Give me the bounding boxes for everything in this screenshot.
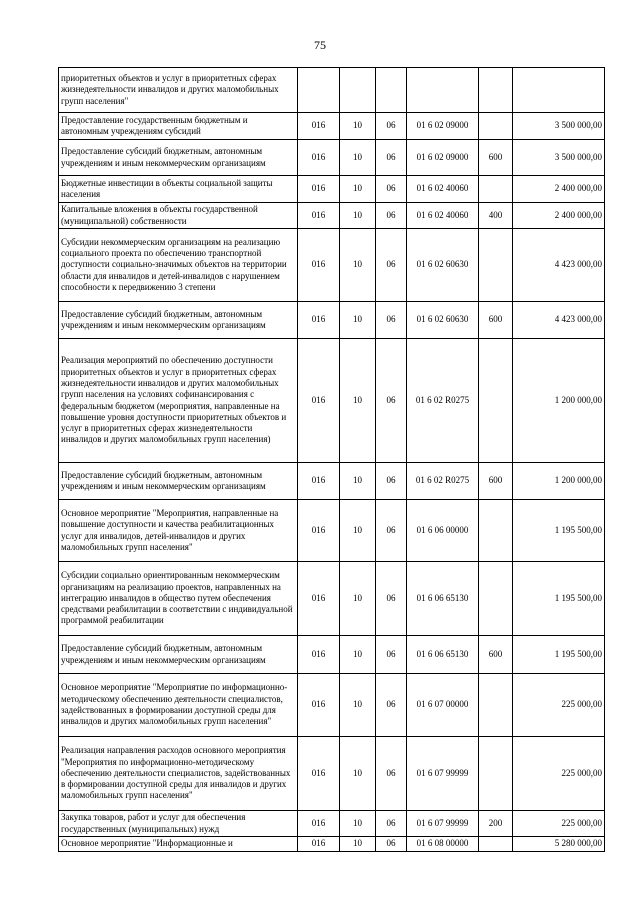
- row-name-cell: Предоставление субсидий бюджетным, автономным учреждениям и иным некоммерческим организациям: [59, 463, 298, 500]
- row-section-cell: 10: [340, 176, 376, 203]
- row-expense-type-cell: 600: [479, 302, 513, 339]
- row-name-cell: Реализация мероприятий по обеспечению доступности приоритетных объектов и услуг в приоритетных сферах жизнедеятельности инвалидов и других маломобильных групп населения на условиях софинансирования с федеральным бюджетом (мероприятия, направленные на повышение уровня доступности приоритетных объектов и услуг в приоритетных сферах жизнедеятельности инвалидов и других маломобильных групп населения): [59, 339, 298, 463]
- row-code-cell: 016: [298, 203, 340, 229]
- row-section-cell: 10: [340, 674, 376, 737]
- row-amount-cell: 2 400 000,00: [513, 203, 605, 229]
- row-article-cell: 01 6 02 R0275: [407, 339, 479, 463]
- row-subsection-cell: [376, 68, 407, 113]
- row-section-cell: 10: [340, 463, 376, 500]
- table-row: [59, 68, 605, 113]
- row-name-cell: Субсидии социально ориентированным некоммерческим организациям на реализацию проектов, направленных на интеграцию инвалидов в общество путем обеспечения средствами реабилитации в соответствии с индивидуальной программой реабилитации: [59, 562, 298, 636]
- row-article-cell: 01 6 06 65130: [407, 562, 479, 636]
- row-code-cell: 016: [298, 176, 340, 203]
- row-code-cell: 016: [298, 737, 340, 811]
- row-subsection-cell: 06: [376, 176, 407, 203]
- row-section-cell: 10: [340, 203, 376, 229]
- row-code-cell: 016: [298, 113, 340, 140]
- row-code-cell: 016: [298, 500, 340, 562]
- row-subsection-cell: 06: [376, 737, 407, 811]
- row-subsection-cell: 06: [376, 229, 407, 302]
- row-name-cell: Основное мероприятие "Информационные и: [59, 837, 298, 852]
- row-expense-type-cell: [479, 500, 513, 562]
- row-expense-type-cell: [479, 339, 513, 463]
- row-article-cell: 01 6 02 60630: [407, 229, 479, 302]
- row-article-cell: 01 6 07 99999: [407, 737, 479, 811]
- row-name-cell: Предоставление субсидий бюджетным, автономным учреждениям и иным некоммерческим организациям: [59, 140, 298, 176]
- row-subsection-cell: 06: [376, 302, 407, 339]
- row-code-cell: 016: [298, 674, 340, 737]
- row-article-cell: 01 6 07 99999: [407, 811, 479, 837]
- table-row: [59, 837, 605, 852]
- row-expense-type-cell: 400: [479, 203, 513, 229]
- row-amount-cell: 225 000,00: [513, 674, 605, 737]
- row-subsection-cell: 06: [376, 203, 407, 229]
- table-row: [59, 302, 605, 339]
- row-code-cell: 016: [298, 302, 340, 339]
- row-amount-cell: 4 423 000,00: [513, 302, 605, 339]
- row-code-cell: 016: [298, 562, 340, 636]
- row-name-cell: Реализация направления расходов основного мероприятия "Мероприятия по информационно-методическому обеспечению деятельности специалистов, задействованных в формировании доступной среды для инвалидов и других маломобильных групп населения": [59, 737, 298, 811]
- row-subsection-cell: 06: [376, 674, 407, 737]
- row-name-cell: Основное мероприятие "Мероприятие по информационно-методическому обеспечению деятельности специалистов, задействованных в формировании доступной среды для инвалидов и других маломобильных групп населения": [59, 674, 298, 737]
- row-subsection-cell: 06: [376, 113, 407, 140]
- row-code-cell: 016: [298, 229, 340, 302]
- row-subsection-cell: 06: [376, 500, 407, 562]
- table-row: [59, 140, 605, 176]
- row-article-cell: 01 6 02 R0275: [407, 463, 479, 500]
- table-row: [59, 636, 605, 674]
- row-article-cell: 01 6 02 40060: [407, 203, 479, 229]
- row-section-cell: 10: [340, 140, 376, 176]
- row-code-cell: [298, 68, 340, 113]
- row-name-cell: Капитальные вложения в объекты государственной (муниципальной) собственности: [59, 203, 298, 229]
- row-name-cell: приоритетных объектов и услуг в приоритетных сферах жизнедеятельности инвалидов и других маломобильных групп населения": [59, 68, 298, 113]
- table-row: [59, 176, 605, 203]
- row-amount-cell: 3 500 000,00: [513, 140, 605, 176]
- row-name-cell: Предоставление государственным бюджетным и автономным учреждениям субсидий: [59, 113, 298, 140]
- row-expense-type-cell: [479, 837, 513, 852]
- row-amount-cell: 1 195 500,00: [513, 636, 605, 674]
- table-row: [59, 113, 605, 140]
- row-amount-cell: 2 400 000,00: [513, 176, 605, 203]
- row-name-cell: Закупка товаров, работ и услуг для обеспечения государственных (муниципальных) нужд: [59, 811, 298, 837]
- row-article-cell: 01 6 02 40060: [407, 176, 479, 203]
- budget-table: [58, 67, 605, 852]
- row-amount-cell: [513, 68, 605, 113]
- row-article-cell: 01 6 02 09000: [407, 140, 479, 176]
- row-expense-type-cell: [479, 68, 513, 113]
- row-code-cell: 016: [298, 140, 340, 176]
- row-subsection-cell: 06: [376, 811, 407, 837]
- row-subsection-cell: 06: [376, 837, 407, 852]
- row-section-cell: 10: [340, 113, 376, 140]
- row-section-cell: 10: [340, 837, 376, 852]
- table-row: [59, 463, 605, 500]
- row-amount-cell: 1 200 000,00: [513, 463, 605, 500]
- row-code-cell: 016: [298, 811, 340, 837]
- row-name-cell: Основное мероприятие "Мероприятия, направленные на повышение доступности и качества реабилитационных услуг для инвалидов, детей-инвалидов и других маломобильных групп населения": [59, 500, 298, 562]
- row-subsection-cell: 06: [376, 463, 407, 500]
- row-name-cell: Бюджетные инвестиции в объекты социальной защиты населения: [59, 176, 298, 203]
- table-row: [59, 737, 605, 811]
- table-row: [59, 229, 605, 302]
- row-expense-type-cell: 600: [479, 463, 513, 500]
- row-expense-type-cell: 600: [479, 140, 513, 176]
- row-expense-type-cell: [479, 113, 513, 140]
- row-section-cell: 10: [340, 562, 376, 636]
- row-section-cell: 10: [340, 636, 376, 674]
- row-name-cell: Предоставление субсидий бюджетным, автономным учреждениям и иным некоммерческим организациям: [59, 636, 298, 674]
- table-row: [59, 500, 605, 562]
- table-row: [59, 674, 605, 737]
- row-amount-cell: 1 195 500,00: [513, 562, 605, 636]
- row-expense-type-cell: [479, 176, 513, 203]
- row-expense-type-cell: [479, 229, 513, 302]
- row-article-cell: [407, 68, 479, 113]
- row-amount-cell: 1 195 500,00: [513, 500, 605, 562]
- row-section-cell: 10: [340, 737, 376, 811]
- row-amount-cell: 225 000,00: [513, 737, 605, 811]
- row-subsection-cell: 06: [376, 562, 407, 636]
- row-section-cell: [340, 68, 376, 113]
- table-row: [59, 811, 605, 837]
- table-row: [59, 203, 605, 229]
- row-code-cell: 016: [298, 837, 340, 852]
- row-subsection-cell: 06: [376, 140, 407, 176]
- row-article-cell: 01 6 02 60630: [407, 302, 479, 339]
- row-expense-type-cell: [479, 674, 513, 737]
- row-article-cell: 01 6 06 00000: [407, 500, 479, 562]
- row-expense-type-cell: [479, 737, 513, 811]
- row-article-cell: 01 6 06 65130: [407, 636, 479, 674]
- row-amount-cell: 5 280 000,00: [513, 837, 605, 852]
- row-amount-cell: 4 423 000,00: [513, 229, 605, 302]
- row-section-cell: 10: [340, 302, 376, 339]
- row-section-cell: 10: [340, 811, 376, 837]
- row-article-cell: 01 6 02 09000: [407, 113, 479, 140]
- table-row: [59, 339, 605, 463]
- row-subsection-cell: 06: [376, 636, 407, 674]
- row-article-cell: 01 6 07 00000: [407, 674, 479, 737]
- row-amount-cell: 1 200 000,00: [513, 339, 605, 463]
- row-code-cell: 016: [298, 339, 340, 463]
- row-section-cell: 10: [340, 339, 376, 463]
- row-name-cell: Предоставление субсидий бюджетным, автономным учреждениям и иным некоммерческим организациям: [59, 302, 298, 339]
- row-amount-cell: 3 500 000,00: [513, 113, 605, 140]
- table-row: [59, 562, 605, 636]
- row-section-cell: 10: [340, 500, 376, 562]
- row-code-cell: 016: [298, 636, 340, 674]
- row-expense-type-cell: 200: [479, 811, 513, 837]
- row-expense-type-cell: [479, 562, 513, 636]
- row-amount-cell: 225 000,00: [513, 811, 605, 837]
- row-name-cell: Субсидии некоммерческим организациям на реализацию социального проекта по обеспечению транспортной доступности социально-значимых объектов на территории области для инвалидов и детей-инвалидов с нарушением способности к передвижению 3 степени: [59, 229, 298, 302]
- row-code-cell: 016: [298, 463, 340, 500]
- row-article-cell: 01 6 08 00000: [407, 837, 479, 852]
- row-subsection-cell: 06: [376, 339, 407, 463]
- row-expense-type-cell: 600: [479, 636, 513, 674]
- page-number: 75: [314, 38, 326, 52]
- row-section-cell: 10: [340, 229, 376, 302]
